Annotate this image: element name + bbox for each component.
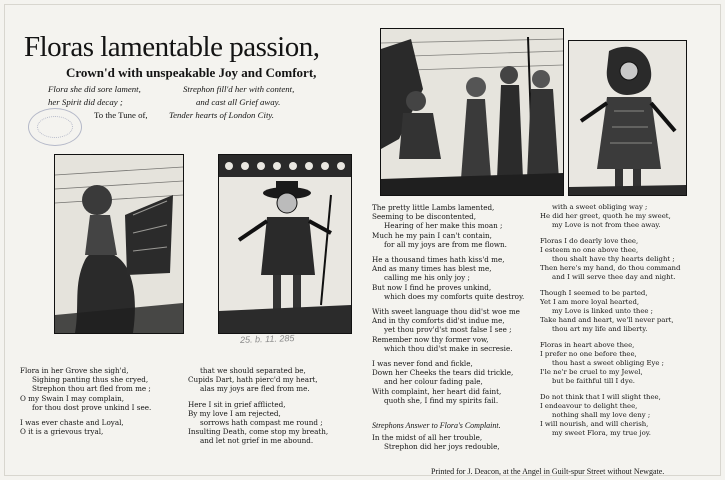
verse-line: for all my joys are from me flown. bbox=[384, 239, 507, 249]
verse-column-4 bbox=[540, 203, 680, 439]
verse-line: The pretty little Lambs lamented, bbox=[372, 203, 495, 212]
verse-line: Seeming to be discontented, bbox=[372, 212, 477, 222]
verse-line: Down her Cheeks the tears did trickle, bbox=[372, 368, 514, 378]
tune-name: Tender hearts of London City. bbox=[169, 110, 275, 120]
verse-line: Sighing panting thus she cryed, bbox=[32, 375, 149, 385]
verse-line: Floras I do dearly love thee, bbox=[540, 236, 639, 245]
woodcut-figures-group bbox=[380, 28, 564, 196]
verse-line: my Love is not from thee away. bbox=[552, 221, 661, 230]
verse-line: Floras in heart above thee, bbox=[540, 340, 635, 349]
verse-line: which does my comforts quite destroy. bbox=[384, 291, 525, 301]
verse-line: with a sweet obliging way ; bbox=[552, 203, 648, 211]
verse-line: thou hast a sweet obliging Eye ; bbox=[552, 359, 665, 368]
verse-line: Then here's my hand, do thou command bbox=[540, 264, 681, 273]
verse-line: Hearing of her make this moan ; bbox=[384, 221, 503, 231]
verse-column-2 bbox=[188, 366, 328, 446]
verse-left-2: her Spirit did decay ; bbox=[48, 97, 123, 107]
verse-line: Flora in her Grove she sigh'd, bbox=[20, 366, 129, 375]
verse-line: O it is a grievous tryal, bbox=[20, 427, 104, 437]
verse-line: In the midst of all her trouble, bbox=[372, 433, 483, 442]
verse-line: With sweet language thou did'st woe me bbox=[372, 307, 520, 317]
verse-line: and I will serve thee day and night. bbox=[552, 273, 676, 282]
verse-line: my Love is linked unto thee ; bbox=[552, 307, 653, 316]
verse-line: But now I find he proves unkind, bbox=[372, 282, 492, 292]
verse-line: and her colour fading pale, bbox=[384, 377, 483, 387]
verse-line: sorrows hath compast me round ; bbox=[200, 418, 323, 428]
verse-line: my sweet Flora, my true joy. bbox=[552, 429, 651, 438]
woodcut-shepherdess bbox=[54, 154, 184, 334]
verse-line: I'le ne'r be cruel to my Jewel, bbox=[540, 368, 643, 377]
verse-line: Strephon thou art fled from me ; bbox=[32, 384, 151, 394]
verse-line: for thou dost prove unkind I see. bbox=[32, 402, 152, 412]
verse-line: that we should separated be, bbox=[200, 366, 306, 375]
verse-line: Cupids Dart, hath pierc'd my heart, bbox=[188, 375, 318, 385]
answer-heading: Strephons Answer to Flora's Complaint. bbox=[372, 421, 501, 430]
verse-line: but be faithful till I dye. bbox=[552, 377, 635, 386]
verse-line: nothing shall my love deny ; bbox=[552, 411, 651, 420]
verse-line: Yet I am more loyal hearted, bbox=[540, 297, 640, 306]
verse-left-1: Flora she did sore lament, bbox=[48, 84, 141, 94]
verse-column-3-tail bbox=[372, 433, 500, 451]
verse-line: calling me his only joy ; bbox=[384, 273, 470, 283]
verse-line: I was never fond and fickle, bbox=[372, 359, 473, 369]
verse-line: Remember now thy former vow, bbox=[372, 334, 489, 344]
tune-prefix: To the Tune of, bbox=[94, 110, 148, 120]
verse-column-3 bbox=[372, 203, 524, 405]
verse-line: O my Swain I may complain, bbox=[20, 393, 125, 403]
verse-line: thou art my life and liberty. bbox=[552, 325, 648, 334]
ballad-subtitle: Crown'd with unspeakable Joy and Comfort, bbox=[66, 65, 317, 80]
verse-line: With complaint, her heart did faint, bbox=[372, 386, 502, 396]
verse-line: Strephon did her joys redouble, bbox=[384, 442, 500, 452]
verse-line: Take hand and heart, we'll never part, bbox=[540, 316, 674, 325]
verse-line: quoth she, I find my spirits fail. bbox=[384, 395, 499, 405]
verse-line: yet thou prov'd'st most false I see ; bbox=[384, 325, 512, 335]
verse-line: He did her greet, quoth he my sweet, bbox=[540, 212, 671, 221]
verse-right-1: Strephon fill'd her with content, bbox=[183, 84, 295, 94]
verse-line: thou shalt have thy hearts delight ; bbox=[552, 255, 675, 264]
ballad-title: Floras lamentable passion, bbox=[24, 31, 320, 63]
library-stamp bbox=[28, 108, 82, 146]
verse-line: By my love I am rejected, bbox=[188, 408, 281, 418]
verse-line: Here I sit in grief afflicted, bbox=[188, 399, 286, 409]
verse-line: Do not think that I will slight thee, bbox=[540, 392, 661, 401]
verse-line: and let not grief in me abound. bbox=[200, 436, 314, 446]
verse-line: I will nourish, and will cherish, bbox=[540, 420, 649, 429]
verse-line: Though I seemed to be parted, bbox=[540, 288, 648, 297]
verse-line: I esteem no one above thee, bbox=[540, 245, 639, 254]
verse-line: which thou did'st make in secresie. bbox=[384, 343, 513, 353]
woodcut-gentleman bbox=[568, 40, 687, 196]
verse-line: And in thy comforts did'st indue me, bbox=[372, 316, 505, 326]
pencil-shelfmark: 25. b. 11. 285 bbox=[239, 333, 295, 345]
printer-imprint: Printed for J. Deacon, at the Angel in Guilt-spur Street without Newgate. bbox=[431, 467, 665, 476]
verse-line: I endeavour to delight thee, bbox=[540, 401, 638, 410]
woodcut-man-with-staff bbox=[218, 154, 352, 334]
verse-line: Much he my pain I can't contain, bbox=[372, 230, 492, 240]
verse-line: I prefer no one before thee, bbox=[540, 349, 637, 358]
verse-line: He a thousand times hath kiss'd me, bbox=[372, 255, 505, 265]
verse-line: And as many times has blest me, bbox=[372, 264, 492, 274]
verse-line: I was ever chaste and Loyal, bbox=[20, 418, 124, 428]
verse-column-1 bbox=[20, 366, 151, 436]
verse-line: alas my joys are fled from me. bbox=[200, 384, 310, 394]
verse-right-2: and cast all Grief away. bbox=[196, 97, 281, 107]
verse-line: Insulting Death, come stop my breath, bbox=[188, 427, 329, 437]
